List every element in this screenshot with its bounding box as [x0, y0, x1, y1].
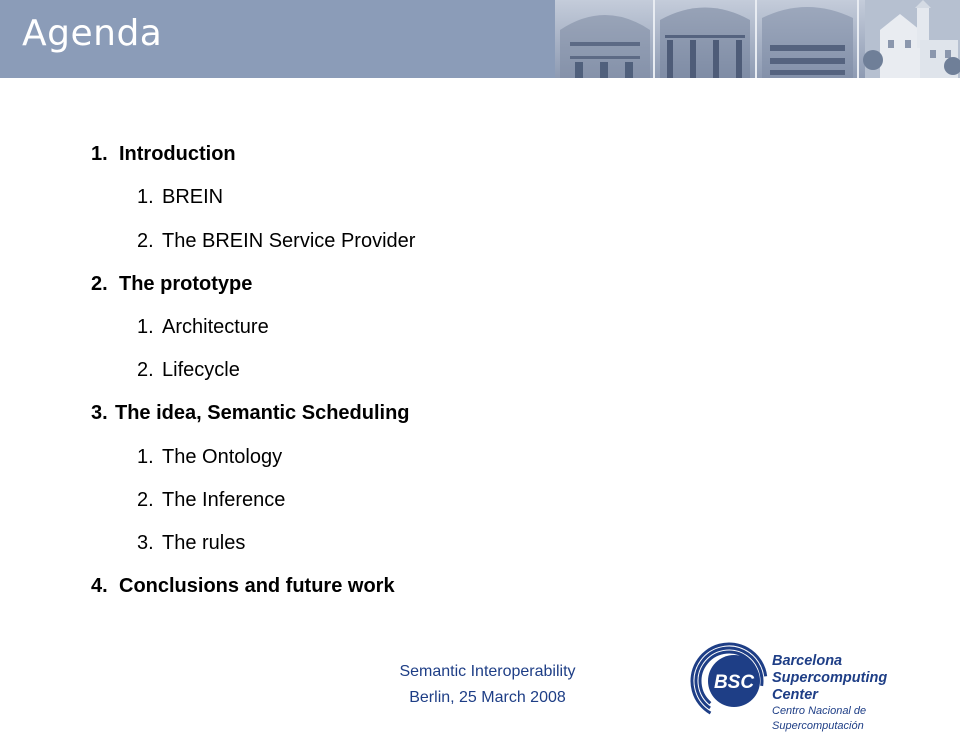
agenda-item-label: Lifecycle: [162, 359, 240, 381]
logo-line-center: Center: [772, 687, 818, 703]
agenda-item-number: 1.: [137, 186, 154, 208]
agenda-item-label: The prototype: [119, 273, 253, 295]
agenda-item-label: Introduction: [119, 143, 236, 165]
logo-line-barcelona: Barcelona: [772, 653, 843, 669]
footer-event-name: Semantic Interoperability: [399, 663, 576, 680]
agenda-subitem-ontology: [137, 445, 282, 469]
agenda-item-number: 2.: [91, 273, 108, 295]
agenda-subitem-inference: [137, 488, 285, 512]
agenda-item-conclusions: [91, 574, 395, 598]
agenda-item-number: 3.: [91, 402, 108, 424]
agenda-subitem-service-provider: [137, 229, 415, 253]
agenda-item-label: The Inference: [162, 489, 286, 511]
agenda-item-number: 2.: [137, 489, 154, 511]
slide-title: Agenda: [22, 13, 163, 54]
agenda-item-label: The Ontology: [162, 446, 283, 468]
agenda-item-prototype: [91, 272, 252, 296]
agenda-subitem-architecture: [137, 315, 269, 339]
agenda-subitem-rules: [137, 531, 245, 555]
agenda-item-label: Architecture: [162, 316, 269, 338]
logo-wordmark: [772, 653, 960, 734]
agenda-subitem-lifecycle: [137, 358, 240, 382]
agenda-item-number: 1.: [137, 446, 154, 468]
agenda-item-label: Conclusions and future work: [119, 575, 395, 597]
agenda-subitem-brein: [137, 185, 223, 209]
agenda-item-introduction: [91, 142, 236, 166]
agenda-item-label: The BREIN Service Provider: [162, 230, 416, 252]
agenda-item-number: 2.: [137, 230, 154, 252]
logo-line-spanish: Centro Nacional de Supercomputación: [772, 705, 867, 732]
agenda-item-number: 1.: [91, 143, 108, 165]
agenda-item-semantic-scheduling: [91, 401, 410, 425]
logo-acronym: BSC: [713, 672, 755, 693]
agenda-item-number: 1.: [137, 316, 154, 338]
agenda-item-number: 2.: [137, 359, 154, 381]
agenda-item-label: The idea, Semantic Scheduling: [115, 402, 410, 424]
agenda-item-label: BREIN: [162, 186, 224, 208]
agenda-item-number: 4.: [91, 575, 108, 597]
footer-location-date: Berlin, 25 March 2008: [409, 689, 566, 706]
logo-line-supercomputing: Supercomputing: [772, 670, 888, 686]
agenda-item-label: The rules: [162, 532, 246, 554]
agenda-item-number: 3.: [137, 532, 154, 554]
